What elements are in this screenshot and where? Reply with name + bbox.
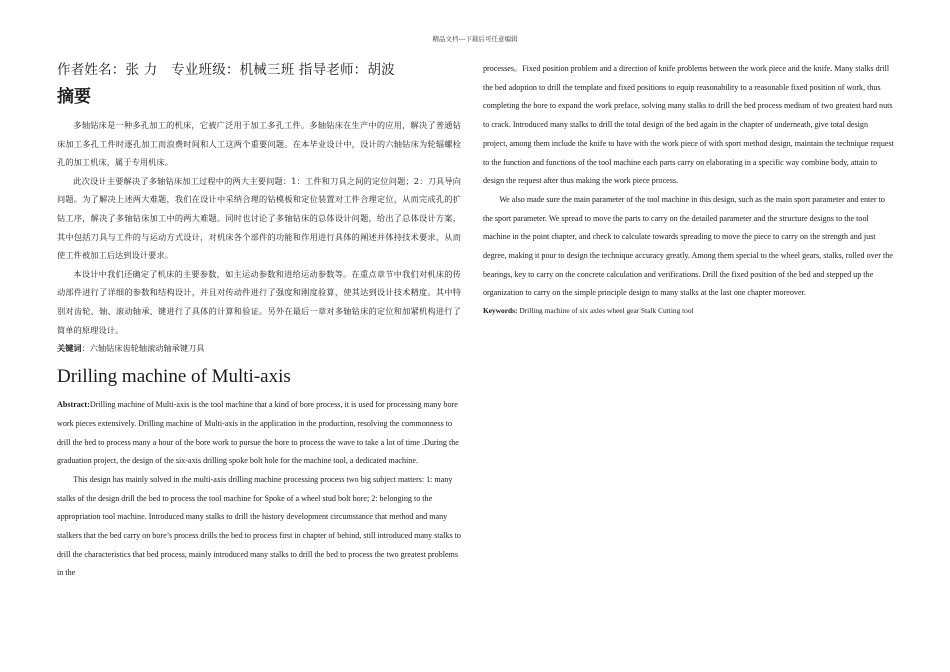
abstract-en-label: Abstract: [57,400,90,410]
keywords-en [483,303,894,319]
abstract-en-paragraph-2-continued: processes。Fixed position problem and a direction of knife problems between the work piece and the knife. Many stalks drill the bed adoption to drill the template and fixed positions to equip reasonability to a reasonable fixed position of work, thus completing the bore to expand the work preface, solving many stalks to drill the bed process medium of two greatest hard nuts to crack. Introduced many stalks to drill the total design of the bed again in the chapter of underneath, give total design project, among them include the knife to have with the work piece of with sport method design, maintain the technique request to the function and functions of the tool machine each parts carry on elaborating in a specific way combine body, attain to design the request after thus making the work piece process. [483,64,894,186]
keywords-cn [57,340,461,356]
abstract-cn-paragraph-3: 本设计中我们还确定了机床的主要参数，如主运动参数和进给运动参数等。在重点章节中我们对机床的传动部件进行了详细的参数和结构设计，并且对传动件进行了强度和刚度验算，使其达到设计技术精度。其中特别对齿轮、轴、滚动轴承、键进行了具体的计算和验证。另外在最后一章对多轴钻床的定位和加紧机构进行了简单的原理设计。 [57,268,461,335]
english-title: Drilling machine of Multi-axis [57,366,291,388]
keywords-en-label: Keywords: [483,306,518,316]
keywords-en-text: Drilling machine of six axles wheel gear Stalk Cutting tool [517,306,694,316]
abstract-cn-paragraph-2: 此次设计主要解决了多轴钻床加工过程中的两大主要问题：1：工件和刀具之间的定位问题；2：刀具导向问题。为了解决上述两大难题，我们在设计中采纳合理的钻模板和定位装置对工件合理定位，从而完成孔的扩钻工序，解决了多轴钻床加工中的两大难题。同时也讨论了多轴钻床的总体设计问题，给出了总体设计方案，其中包括刀具与工件的与运动方式设计，对机床各个部件的功能和作用进行具体的阐述并体持技术要求，从而使工件被加工后达到设计要求。 [57,175,461,261]
abstract-heading-cn: 摘要 [57,87,91,107]
page-header-note: 精品文档---下载后可任意编辑 [432,35,518,43]
abstract-en-paragraph-1 [57,396,461,471]
right-column [483,60,894,319]
abstract-cn-paragraph-1: 多轴钻床是一种多孔加工的机床，它被广泛用于加工多孔工件。多轴钻床在生产中的应用，解决了普通钻床加工多孔工件时逐孔加工而浪费时间和人工这两个重要问题。在本毕业设计中，设计的六轴钻床为轮辐螺栓孔的加工机床，属于专用机床。 [57,120,461,168]
keywords-cn-label: 关键词 [57,343,82,354]
abstract-en-text: Drilling machine of Multi-axis is the tool machine that a kind of bore process, it is used for processing many bore work pieces extensively. Drilling machine of Multi-axis in the application in the production, resolving the commonness to drill the bed to process many a hour of the bore work to pursue the bore to process the wave to take a lot of time .During the graduation project, the design of the six-axis drilling spoke bolt hole for the machine tool, a dedicated machine. [57,400,459,466]
left-column [57,60,461,583]
abstract-en-paragraph-3: We also made sure the main parameter of the tool machine in this design, such as the main sport parameter and enter to the sport parameter. We spread to move the parts to carry on the detailed parameter and the structure designs to the tool machine in the point chapter, and check to calculate towards spreading to move the piece to carry on the strength and just degree, making it pour to design the technique accuracy greatly. Among them special to the wheel gears, stalks, rolled over the bearings, key to carry on the concrete calculation and verifications. Drill the fixed position of the bed and stepped up the organization to carry on the simple principle design to many stalks at the last one chapter moreover. [483,194,893,298]
author-line: 作者姓名：张 力 专业班级：机械三班 指导老师：胡波 [57,62,395,78]
keywords-cn-text: ：六轴钻床齿轮轴滚动轴承键刀具 [81,343,205,354]
abstract-en-paragraph-2: This design has mainly solved in the multi-axis drilling machine processing process two big subject matters: 1: many stalks of the design drill the bed to process the tool machine for Spoke of a wheel stud bolt bore; 2: belonging to the appropriation tool machine. Introduced many stalks to drill the history development circumstance that method and many stalkers that the bed carry on bore’s process drills the bed to process first in chapter of behind, still introduced many stalks to drill the characteristics that bed process, mainly introduced many stalks to drill the bed to process the two greatest problems in the [57,474,461,578]
